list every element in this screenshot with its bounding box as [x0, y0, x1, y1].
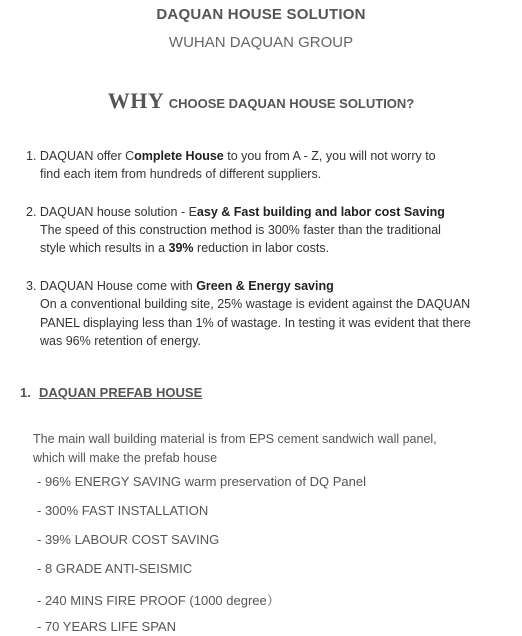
reason-2-percent: 39% [168, 241, 194, 255]
section-intro-line-2: which will make the prefab house [33, 451, 218, 465]
company-subtitle: WUHAN DAQUAN GROUP [168, 34, 354, 51]
reason-2-highlight: asy & Fast building and labor cost Saving [196, 205, 445, 219]
reason-3-highlight: Green & Energy saving [196, 279, 334, 293]
feature-item: - 8 GRADE ANTI-SEISMIC [37, 561, 193, 576]
reason-3-line-4: was 96% retention of energy. [40, 334, 201, 348]
reason-1-line-1 [26, 147, 436, 165]
page-title: DAQUAN HOUSE SOLUTION [156, 6, 366, 23]
reason-2-text: 2. DAQUAN house solution - E [26, 205, 197, 219]
why-heading [0, 88, 522, 114]
section-number: 1. [20, 385, 31, 400]
reason-1-text-cont: to you from A - Z, you will not worry to [223, 149, 436, 163]
feature-item: - 240 MINS FIRE PROOF (1000 degree） [37, 593, 280, 608]
reason-2-text-b: reduction in labor costs. [193, 241, 330, 255]
reason-1-line-2: find each item from hundreds of different suppliers. [40, 167, 322, 181]
reason-2-line-3 [40, 239, 329, 257]
reason-2-text-a: style which results in a [40, 241, 169, 255]
reason-2-line-1 [26, 203, 445, 221]
feature-item: - 70 YEARS LIFE SPAN [37, 619, 176, 634]
reason-3-line-2: On a conventional building site, 25% wastage is evident against the DAQUAN [40, 297, 471, 311]
reason-3-line-1 [26, 277, 334, 295]
feature-item: - 39% LABOUR COST SAVING [37, 532, 220, 547]
feature-item: - 96% ENERGY SAVING warm preservation of DQ Panel [37, 474, 366, 489]
reason-1-text: 1. DAQUAN offer C [26, 149, 135, 163]
reason-3-text: 3. DAQUAN House come with [26, 279, 197, 293]
reason-3-line-3: PANEL displaying less than 1% of wastage. In testing it was evident that there [40, 316, 471, 330]
section-title: DAQUAN PREFAB HOUSE [39, 385, 203, 400]
why-word: WHY [107, 88, 165, 113]
reason-2-line-2: The speed of this construction method is 300% faster than the traditional [40, 223, 441, 237]
why-rest: CHOOSE DAQUAN HOUSE SOLUTION? [168, 96, 415, 111]
reason-1-highlight: omplete House [134, 149, 224, 163]
section-intro-line-1: The main wall building material is from EPS cement sandwich wall panel, [33, 432, 437, 446]
feature-item: - 300% FAST INSTALLATION [37, 503, 209, 518]
